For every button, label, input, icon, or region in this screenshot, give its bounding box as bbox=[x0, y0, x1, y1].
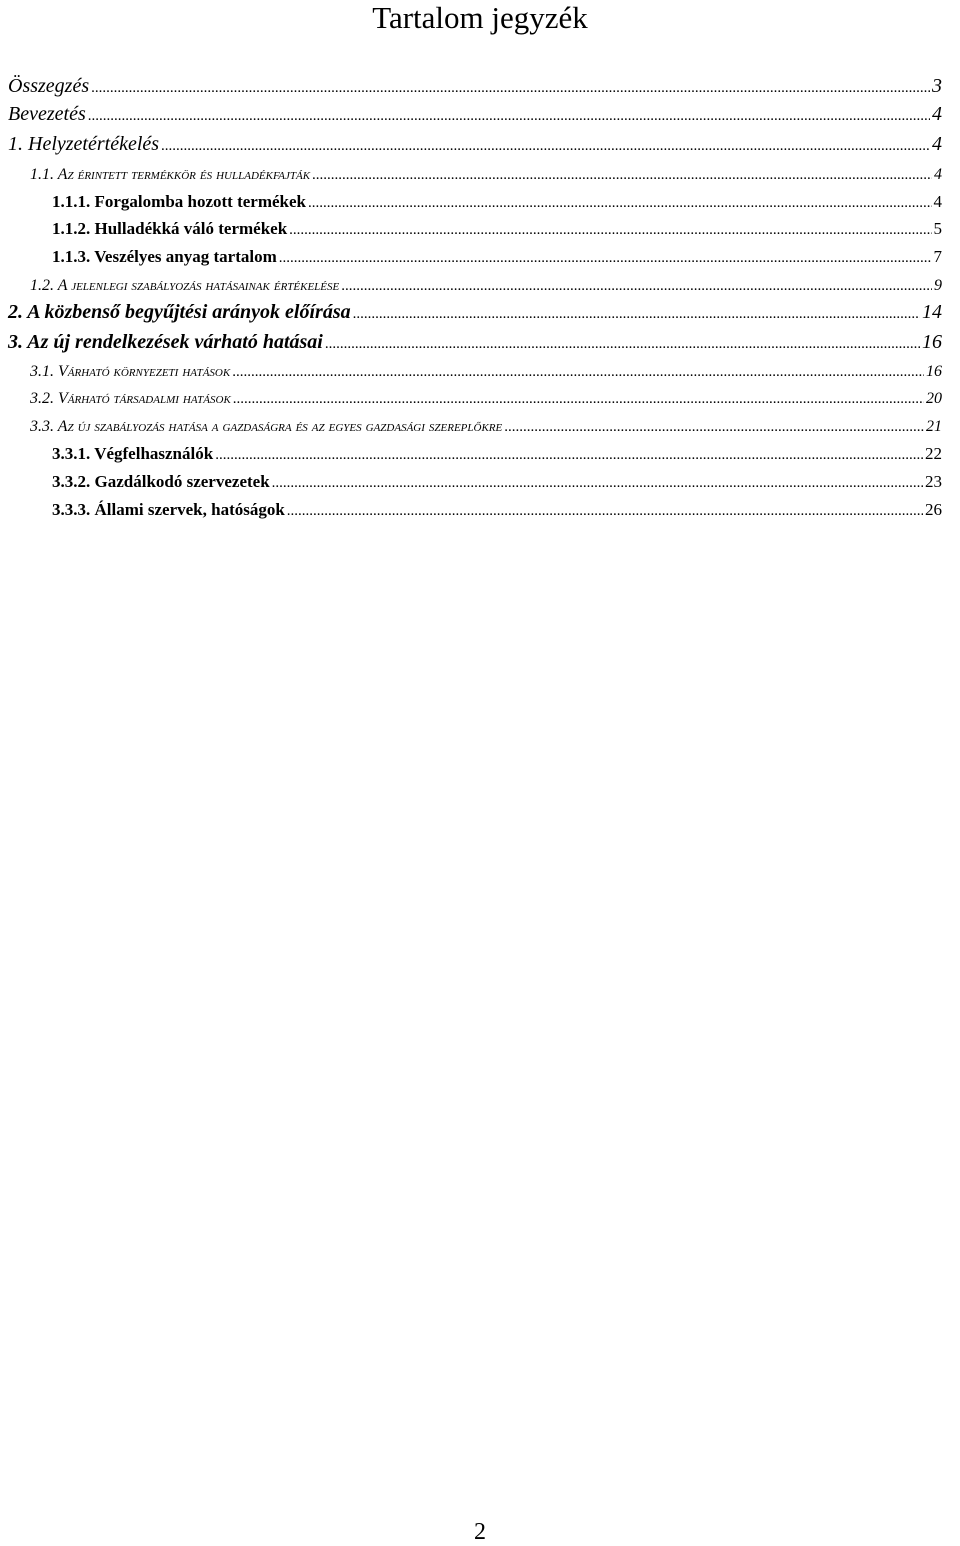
toc-entry-label: 1. Helyzetértékelés bbox=[8, 133, 160, 155]
page-title: Tartalom jegyzék bbox=[372, 0, 588, 35]
dot-leader bbox=[504, 413, 924, 441]
toc-entry-page: 4 bbox=[932, 103, 942, 125]
toc-entry-1-1[interactable] bbox=[30, 161, 942, 189]
dot-leader bbox=[232, 358, 924, 386]
dot-leader bbox=[341, 272, 932, 300]
toc-entry-label: 3.3.2. Gazdálkodó szervezetek bbox=[52, 472, 270, 491]
toc-entry-page: 3 bbox=[932, 75, 942, 97]
dot-leader bbox=[325, 330, 920, 358]
toc-entry-3-3-2[interactable] bbox=[52, 468, 942, 496]
toc-entry-label: 3.3. Az új szabályozás hatása a gazdaságra és az egyes gazdasági szereplőkre bbox=[30, 418, 503, 435]
dot-leader bbox=[279, 244, 932, 272]
toc-entry-page: 20 bbox=[926, 390, 942, 407]
toc-entry-label: 1.2. A jelenlegi szabályozás hatásainak értékelése bbox=[30, 277, 340, 294]
toc-entry-page: 16 bbox=[922, 331, 942, 353]
toc-entry-page: 23 bbox=[925, 472, 942, 491]
toc-entry-bevezetes[interactable] bbox=[8, 100, 942, 128]
dot-leader bbox=[161, 132, 930, 160]
dot-leader bbox=[215, 441, 923, 469]
toc-entry-3-3-3[interactable] bbox=[52, 496, 942, 524]
dot-leader bbox=[353, 300, 920, 328]
toc-entry-label: 3.3.1. Végfelhasználók bbox=[52, 444, 214, 463]
dot-leader bbox=[312, 161, 932, 189]
toc-entry-page: 16 bbox=[926, 363, 942, 380]
dot-leader bbox=[287, 497, 923, 525]
toc-entry-osszegzes[interactable] bbox=[8, 72, 942, 100]
toc-entry-page: 22 bbox=[925, 444, 942, 463]
toc-entry-1-1-1[interactable] bbox=[52, 188, 942, 216]
toc-entry-1-1-2[interactable] bbox=[52, 215, 942, 243]
dot-leader bbox=[289, 216, 931, 244]
toc-entry-3-3[interactable] bbox=[30, 413, 942, 441]
toc-entry-1-1-3[interactable] bbox=[52, 243, 942, 271]
toc-entry-label: 1.1.1. Forgalomba hozott termékek bbox=[52, 192, 307, 211]
toc-entry-label: Összegzés bbox=[8, 75, 90, 97]
dot-leader bbox=[233, 385, 924, 413]
toc-entry-label: 1.1.3. Veszélyes anyag tartalom bbox=[52, 247, 277, 266]
toc-entry-page: 5 bbox=[933, 219, 942, 238]
toc-entry-page: 21 bbox=[926, 418, 942, 435]
dot-leader bbox=[88, 102, 930, 130]
toc-entry-label: 3. Az új rendelkezések várható hatásai bbox=[8, 331, 323, 353]
toc-entry-label: 1.1. Az érintett termékkör és hulladékfajták bbox=[30, 166, 311, 183]
page-number: 2 bbox=[474, 1519, 486, 1545]
toc-entry-page: 7 bbox=[933, 247, 942, 266]
toc-entry-2[interactable] bbox=[8, 298, 942, 326]
toc-entry-1-2[interactable] bbox=[30, 272, 942, 300]
dot-leader bbox=[272, 469, 923, 497]
toc-entry-3[interactable] bbox=[8, 328, 942, 356]
toc-entry-page: 4 bbox=[934, 166, 942, 183]
toc-entry-page: 4 bbox=[933, 192, 942, 211]
toc-entry-3-1[interactable] bbox=[30, 358, 942, 386]
toc-entry-label: 3.3.3. Állami szervek, hatóságok bbox=[52, 500, 285, 519]
toc-entry-page: 14 bbox=[922, 301, 942, 323]
toc-entry-label: 1.1.2. Hulladékká váló termékek bbox=[52, 219, 288, 238]
dot-leader bbox=[308, 189, 931, 217]
toc-entry-label: 2. A közbenső begyűjtési arányok előírása bbox=[8, 301, 351, 323]
toc-entry-page: 9 bbox=[934, 277, 942, 294]
toc-entry-page: 26 bbox=[925, 500, 942, 519]
toc-entry-page: 4 bbox=[932, 133, 942, 155]
dot-leader bbox=[91, 74, 930, 102]
toc-entry-label: 3.1. Várható környezeti hatások bbox=[30, 363, 231, 380]
toc-entry-3-2[interactable] bbox=[30, 385, 942, 413]
toc-entry-label: Bevezetés bbox=[8, 103, 86, 125]
toc-entry-1[interactable] bbox=[8, 130, 942, 158]
toc-entry-label: 3.2. Várható társadalmi hatások bbox=[30, 390, 231, 407]
toc-entry-3-3-1[interactable] bbox=[52, 440, 942, 468]
